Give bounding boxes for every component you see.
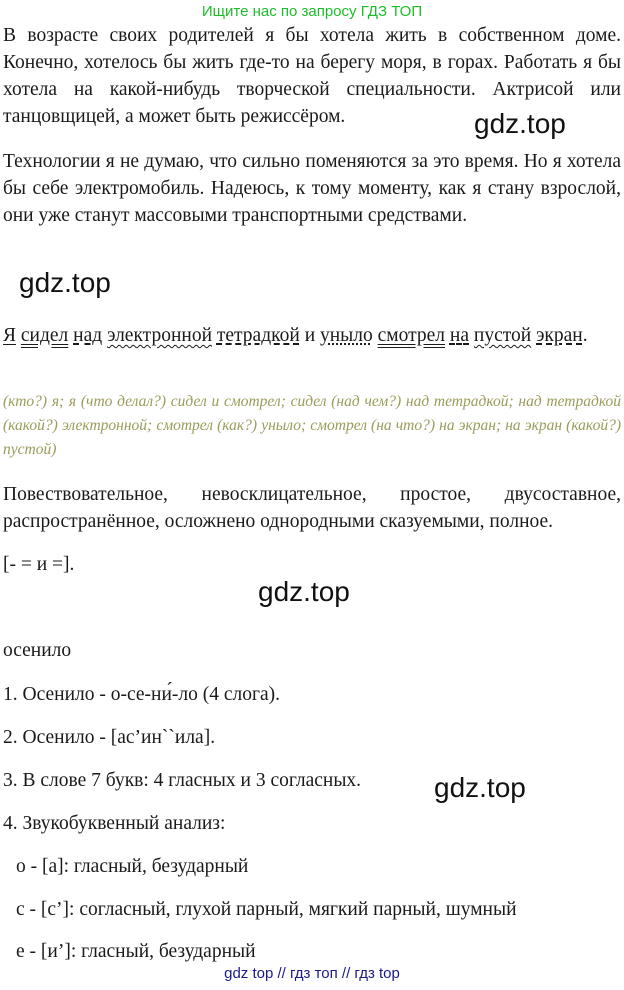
watermark: gdz.top xyxy=(19,267,111,298)
question-analysis: (кто?) я; я (что делал?) сидел и смотрел; сидел (над чем?) над тетрадкой; над тетрадкой (какой?) электронной; смотрел (как?) уныло; смотрел (на что?) на экран; на экран (какой?) пустой) xyxy=(3,393,621,458)
attribute-word: пустой xyxy=(473,325,532,346)
analysis-item-1: 1. Осенило - о-се-ни́-ло (4 слога). xyxy=(3,684,281,705)
conjunction-word: и xyxy=(304,325,316,346)
complement-word: на xyxy=(449,325,470,346)
watermark: gdz.top xyxy=(258,576,350,607)
analysis-item-2: 2. Осенило - [ас’ин``ила]. xyxy=(3,727,216,748)
watermark: gdz.top xyxy=(434,772,526,803)
essay-paragraph-2: Технологии я не думаю, что сильно поменяются за это время. Но я хотела бы себе электромобиль. Надеюсь, к тому моменту, как я стану взрослой, они уже станут массовыми транспортными средствами. xyxy=(3,151,621,226)
complement-word: над xyxy=(73,325,103,346)
subject-word: Я xyxy=(3,325,17,346)
attribute-word: электронной xyxy=(107,325,212,346)
phonetic-row: с - [с’]: согласный, глухой парный, мягкий парный, шумный xyxy=(16,899,517,920)
predicate-word: сидел xyxy=(20,325,69,346)
footer-links: gdz top // гдз топ // гдз top xyxy=(224,965,400,982)
sentence-period: . xyxy=(582,325,588,346)
complement-word: экран xyxy=(536,325,583,346)
parsed-sentence xyxy=(3,322,621,349)
sentence-characteristic: Повествовательное, невосклицательное, простое, двусоставное, распространённое, осложнено однородными сказуемыми, полное. xyxy=(3,484,621,532)
search-hint-header: Ищите нас по запросу ГДЗ ТОП xyxy=(201,3,423,20)
analysis-item-4: 4. Звукобуквенный анализ: xyxy=(3,813,226,834)
phonetic-row: о - [а]: гласный, безударный xyxy=(16,856,249,877)
sentence-scheme: [- = и =]. xyxy=(3,554,75,575)
predicate-word: смотрел xyxy=(377,325,446,346)
analysis-item-3: 3. В слове 7 букв: 4 гласных и 3 согласных. xyxy=(3,770,362,791)
essay-paragraph-1: В возрасте своих родителей я бы хотела жить в собственном доме. Конечно, хотелось бы жить где-то на берегу моря, в горах. Работать я бы хотела на какой-нибудь творческой специальности. Актрисой или танцовщицей, а может быть режиссёром. xyxy=(3,25,621,127)
watermark: gdz.top xyxy=(474,108,566,139)
phonetic-row: е - [и’]: гласный, безударный xyxy=(16,941,256,962)
analyzed-word: осенило xyxy=(3,640,72,661)
adverbial-word: уныло xyxy=(320,325,373,346)
complement-word: тетрадкой xyxy=(216,325,300,346)
